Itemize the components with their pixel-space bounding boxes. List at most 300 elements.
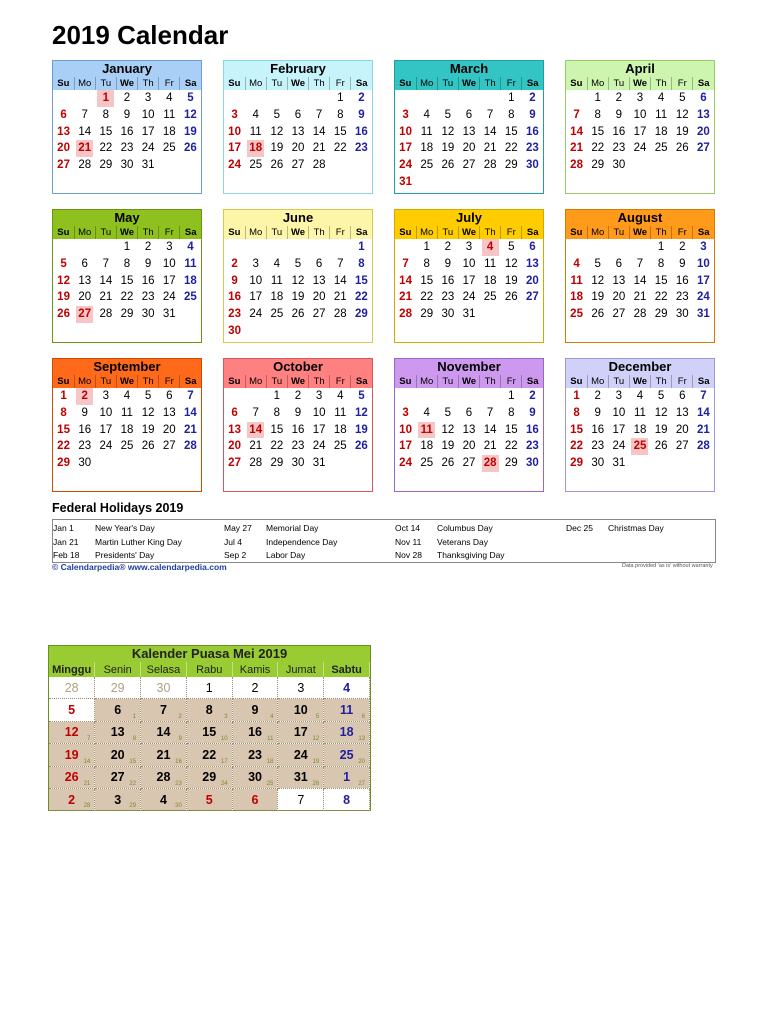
day-cell: 16 — [291, 423, 305, 436]
month-name: February — [224, 61, 372, 77]
day-cell: 16 — [228, 291, 241, 304]
day-cell: 26 — [355, 440, 368, 453]
day-cell: 17 — [249, 291, 263, 304]
day-cell: 5 — [594, 257, 601, 270]
day-cell: 20 — [57, 142, 70, 155]
day-cell: 22 — [654, 291, 668, 304]
holiday-day: 11 — [418, 422, 435, 439]
day-cell: 10 — [141, 108, 155, 121]
empty-cell — [309, 239, 330, 256]
empty-cell — [651, 174, 672, 191]
empty-cell — [693, 472, 714, 489]
empty-cell — [480, 306, 501, 323]
weekday-header: Tu — [266, 226, 287, 239]
puasa-fasting-day: 17 — [220, 758, 228, 765]
weekday-header: Tu — [95, 375, 116, 388]
empty-cell — [245, 239, 266, 256]
empty-cell — [74, 174, 95, 191]
day-cell: 27 — [162, 440, 176, 453]
day-cell — [416, 422, 437, 439]
day-cell: 4 — [423, 406, 430, 419]
day-cell: 15 — [99, 125, 113, 138]
weekday-header: Th — [651, 77, 672, 90]
day-cell: 21 — [312, 142, 326, 155]
puasa-day-number: 8 — [343, 792, 351, 807]
day-cell: 17 — [228, 142, 241, 155]
day-cell: 16 — [591, 423, 605, 436]
puasa-fasting-day: 27 — [358, 780, 365, 787]
empty-cell — [629, 455, 650, 472]
day-cell: 14 — [483, 125, 497, 138]
day-cell: 1 — [337, 92, 344, 104]
day-cell: 14 — [570, 125, 583, 138]
day-cell: 10 — [697, 257, 710, 270]
day-cell: 7 — [636, 257, 644, 270]
puasa-day-number: 6 — [251, 792, 259, 807]
day-cell: 18 — [333, 423, 347, 436]
empty-cell — [693, 157, 714, 174]
empty-cell — [693, 455, 714, 472]
day-cell: 20 — [697, 125, 710, 138]
puasa-day-cell — [278, 744, 324, 766]
day-cell: 12 — [441, 125, 455, 138]
day-cell: 5 — [144, 390, 152, 402]
puasa-fasting-day: 24 — [220, 780, 228, 787]
month-name: October — [224, 359, 372, 375]
day-cell: 17 — [312, 423, 326, 436]
day-cell: 30 — [612, 159, 626, 172]
day-cell: 27 — [462, 457, 476, 470]
day-cell: 15 — [120, 274, 134, 287]
day-cell: 8 — [657, 257, 665, 270]
holiday-date: Sep 2 — [224, 550, 247, 560]
empty-cell — [672, 157, 693, 174]
day-cell: 22 — [504, 142, 518, 155]
weekday-header: We — [287, 226, 308, 239]
day-cell: 26 — [184, 142, 197, 155]
day-cell: 14 — [483, 423, 497, 436]
day-cell: 11 — [570, 274, 583, 287]
day-cell: 4 — [657, 92, 665, 104]
puasa-day-number: 9 — [251, 703, 259, 718]
month-name: September — [53, 359, 201, 375]
day-cell: 5 — [273, 108, 281, 121]
day-cell: 18 — [570, 291, 583, 304]
puasa-day-cell — [49, 766, 95, 788]
empty-cell — [309, 323, 330, 340]
empty-cell — [159, 174, 180, 191]
day-cell: 22 — [591, 142, 605, 155]
puasa-day-cell — [95, 699, 141, 721]
day-cell: 30 — [591, 457, 605, 470]
puasa-fasting-day: 13 — [358, 736, 365, 743]
empty-cell — [116, 472, 137, 489]
day-cell: 9 — [144, 257, 152, 270]
day-cell: 8 — [60, 406, 67, 419]
day-cell: 18 — [420, 142, 434, 155]
empty-cell — [480, 323, 501, 340]
day-cell: 9 — [231, 274, 238, 287]
puasa-title: Kalender Puasa Mei 2019 — [49, 646, 370, 662]
empty-cell — [651, 472, 672, 489]
puasa-fasting-day: 6 — [361, 713, 365, 720]
month-april — [565, 60, 715, 194]
day-cell: 8 — [273, 406, 281, 419]
day-cell: 26 — [675, 142, 689, 155]
weekday-header: We — [458, 77, 479, 90]
weekday-header: Tu — [95, 226, 116, 239]
puasa-day-number: 5 — [205, 792, 213, 807]
puasa-day-cell — [95, 677, 141, 699]
puasa-day-number: 20 — [110, 747, 125, 762]
day-cell: 16 — [526, 423, 539, 436]
day-cell: 4 — [573, 257, 580, 270]
month-days-table — [224, 77, 372, 191]
day-cell: 9 — [679, 257, 686, 270]
puasa-weekday-header: Sabtu — [324, 662, 370, 677]
day-cell: 20 — [312, 291, 326, 304]
day-cell: 14 — [399, 274, 412, 287]
day-cell: 3 — [700, 241, 707, 253]
puasa-day-number: 31 — [293, 770, 308, 785]
empty-cell — [266, 239, 287, 256]
day-cell: 16 — [120, 125, 134, 138]
day-cell: 10 — [462, 257, 476, 270]
day-cell: 18 — [420, 440, 434, 453]
day-cell: 11 — [121, 406, 133, 419]
puasa-day-number: 3 — [114, 792, 122, 807]
day-cell: 8 — [102, 108, 110, 121]
empty-cell — [180, 323, 201, 340]
day-cell: 10 — [162, 257, 176, 270]
weekday-header: Th — [138, 375, 159, 388]
holiday-entry — [224, 549, 337, 563]
day-cell: 19 — [270, 142, 284, 155]
empty-cell — [416, 472, 437, 489]
month-days-table — [224, 226, 372, 340]
day-cell: 31 — [612, 457, 626, 470]
day-cell: 1 — [573, 390, 580, 402]
empty-cell — [330, 323, 351, 340]
day-cell: 19 — [355, 423, 368, 436]
day-cell: 19 — [141, 423, 155, 436]
day-cell: 2 — [358, 92, 365, 104]
day-cell: 26 — [654, 440, 668, 453]
empty-cell — [437, 323, 458, 340]
day-cell: 17 — [399, 440, 412, 453]
holiday-entry — [224, 536, 337, 550]
puasa-day-number: 2 — [251, 680, 259, 695]
day-cell: 28 — [249, 457, 263, 470]
day-cell: 31 — [162, 308, 176, 321]
empty-cell — [437, 174, 458, 191]
day-cell: 2 — [679, 241, 686, 253]
day-cell: 12 — [675, 108, 689, 121]
footer-disclaimer: Data provided 'as is' without warranty — [622, 563, 713, 569]
day-cell: 4 — [337, 390, 344, 402]
month-name: January — [53, 61, 201, 77]
weekday-header: Th — [651, 375, 672, 388]
day-cell: 19 — [184, 125, 197, 138]
puasa-day-cell — [232, 699, 278, 721]
empty-cell — [501, 472, 522, 489]
day-cell: 22 — [270, 440, 284, 453]
holiday-date: Jan 1 — [53, 523, 74, 533]
empty-cell — [629, 239, 650, 256]
puasa-day-cell — [324, 677, 370, 699]
empty-cell — [351, 323, 372, 340]
day-cell: 23 — [591, 440, 605, 453]
empty-cell — [245, 472, 266, 489]
day-cell: 25 — [483, 291, 497, 304]
empty-cell — [395, 239, 416, 256]
day-cell: 11 — [334, 406, 347, 419]
day-cell: 19 — [654, 423, 668, 436]
empty-cell — [416, 90, 437, 107]
day-cell: 28 — [333, 308, 347, 321]
weekday-header: Tu — [608, 375, 629, 388]
day-cell: 19 — [441, 440, 455, 453]
weekday-header: Mo — [587, 375, 608, 388]
month-name: December — [566, 359, 714, 375]
day-cell: 6 — [700, 92, 707, 104]
weekday-header: We — [287, 375, 308, 388]
weekday-header: Su — [566, 226, 587, 239]
day-cell: 6 — [166, 390, 173, 402]
day-cell: 19 — [504, 274, 518, 287]
weekday-header: Su — [566, 77, 587, 90]
month-name: May — [53, 210, 201, 226]
holiday-name: Veterans Day — [437, 536, 489, 547]
day-cell: 3 — [166, 241, 173, 253]
day-cell: 1 — [423, 241, 430, 253]
puasa-day-cell — [141, 721, 187, 743]
empty-cell — [180, 306, 201, 323]
day-cell: 20 — [526, 274, 539, 287]
weekday-header: We — [116, 226, 137, 239]
holiday-day: 18 — [247, 140, 264, 157]
empty-cell — [224, 472, 245, 489]
weekday-header: Th — [309, 226, 330, 239]
empty-cell — [245, 323, 266, 340]
day-cell: 31 — [141, 159, 155, 172]
day-cell: 9 — [294, 406, 302, 419]
puasa-day-cell — [324, 699, 370, 721]
month-days-table — [53, 226, 201, 340]
day-cell: 24 — [633, 142, 647, 155]
empty-cell — [53, 90, 74, 107]
puasa-day-number: 3 — [297, 680, 305, 695]
holidays-title: Federal Holidays 2019 — [52, 501, 184, 515]
footer-credit[interactable]: © Calendarpedia® www.calendarpedia.com — [52, 562, 227, 572]
day-cell: 24 — [399, 159, 412, 172]
weekday-header: We — [629, 77, 650, 90]
empty-cell — [480, 388, 501, 405]
day-cell: 9 — [594, 406, 601, 419]
puasa-day-number: 24 — [293, 747, 308, 762]
day-cell: 18 — [483, 274, 497, 287]
empty-cell — [672, 174, 693, 191]
day-cell: 5 — [679, 92, 686, 104]
holiday-name: Christmas Day — [608, 523, 664, 533]
holiday-day: 1 — [97, 90, 114, 107]
empty-cell — [138, 174, 159, 191]
day-cell: 23 — [526, 142, 539, 155]
weekday-header: Su — [395, 77, 416, 90]
weekday-header: Su — [566, 375, 587, 388]
day-cell: 25 — [333, 440, 347, 453]
day-cell: 17 — [462, 274, 476, 287]
day-cell: 18 — [120, 423, 134, 436]
day-cell: 5 — [444, 406, 452, 419]
day-cell: 6 — [294, 108, 302, 121]
month-september — [52, 358, 202, 492]
month-january — [52, 60, 202, 194]
day-cell: 12 — [441, 423, 455, 436]
day-cell: 3 — [402, 406, 409, 419]
empty-cell — [458, 388, 479, 405]
day-cell: 10 — [399, 125, 412, 138]
day-cell: 25 — [184, 291, 197, 304]
day-cell: 15 — [504, 423, 518, 436]
day-cell: 20 — [78, 291, 92, 304]
puasa-day-number: 21 — [156, 747, 171, 762]
day-cell: 3 — [231, 108, 238, 121]
puasa-day-number: 30 — [248, 770, 262, 785]
puasa-day-number: 13 — [110, 725, 125, 740]
month-december — [565, 358, 715, 492]
day-cell: 16 — [78, 423, 92, 436]
empty-cell — [266, 323, 287, 340]
puasa-day-cell — [95, 721, 141, 743]
weekday-header: Su — [53, 226, 74, 239]
day-cell: 1 — [594, 92, 601, 104]
empty-cell — [287, 472, 308, 489]
day-cell: 19 — [291, 291, 305, 304]
empty-cell — [266, 472, 287, 489]
puasa-fasting-day: 9 — [178, 736, 182, 743]
puasa-day-number: 30 — [156, 680, 171, 695]
day-cell: 13 — [697, 108, 710, 121]
weekday-header: Su — [224, 375, 245, 388]
puasa-day-number: 23 — [248, 747, 262, 762]
weekday-header: Th — [138, 77, 159, 90]
puasa-fasting-day: 11 — [267, 736, 274, 743]
puasa-day-cell — [324, 744, 370, 766]
day-cell: 6 — [615, 257, 623, 270]
day-cell: 8 — [508, 406, 515, 419]
empty-cell — [309, 90, 330, 107]
puasa-day-number: 11 — [339, 703, 354, 718]
weekday-header: Sa — [180, 226, 201, 239]
day-cell: 17 — [162, 274, 176, 287]
puasa-fasting-day: 19 — [312, 758, 320, 765]
day-cell: 18 — [270, 291, 284, 304]
day-cell: 12 — [291, 274, 305, 287]
day-cell: 6 — [529, 241, 536, 253]
empty-cell — [159, 157, 180, 174]
day-cell: 25 — [654, 142, 668, 155]
puasa-week-row — [49, 699, 370, 721]
day-cell: 4 — [636, 390, 644, 402]
puasa-fasting-day: 25 — [266, 780, 274, 787]
empty-cell — [159, 472, 180, 489]
empty-cell — [501, 174, 522, 191]
day-cell: 29 — [504, 159, 518, 172]
puasa-fasting-day: 10 — [220, 736, 228, 743]
day-cell: 5 — [657, 390, 665, 402]
month-name: November — [395, 359, 543, 375]
empty-cell — [395, 90, 416, 107]
month-days-table — [395, 77, 543, 191]
day-cell: 22 — [420, 291, 434, 304]
empty-cell — [416, 323, 437, 340]
day-cell: 24 — [162, 291, 176, 304]
day-cell: 14 — [333, 274, 347, 287]
weekday-header: Tu — [608, 226, 629, 239]
month-name: August — [566, 210, 714, 226]
holiday-date: Nov 11 — [395, 536, 422, 547]
puasa-fasting-day: 22 — [129, 780, 137, 787]
weekday-header: Fr — [159, 77, 180, 90]
day-cell: 25 — [420, 457, 434, 470]
empty-cell — [138, 455, 159, 472]
holiday-name: Martin Luther King Day — [95, 536, 182, 547]
day-cell: 16 — [441, 274, 455, 287]
month-days-table — [566, 77, 714, 191]
day-cell: 25 — [420, 159, 434, 172]
empty-cell — [437, 90, 458, 107]
empty-cell — [224, 239, 245, 256]
day-cell: 30 — [141, 308, 155, 321]
empty-cell — [629, 157, 650, 174]
day-cell: 21 — [333, 291, 347, 304]
puasa-day-number: 4 — [159, 792, 167, 807]
month-name: April — [566, 61, 714, 77]
empty-cell — [651, 323, 672, 340]
day-cell: 15 — [420, 274, 434, 287]
empty-cell — [95, 239, 116, 256]
day-cell: 14 — [633, 274, 647, 287]
day-cell: 12 — [504, 257, 518, 270]
empty-cell — [330, 157, 351, 174]
puasa-week-row — [49, 677, 370, 699]
day-cell: 29 — [355, 308, 368, 321]
day-cell: 1 — [273, 390, 281, 402]
holiday-day: 21 — [76, 140, 93, 157]
puasa-day-number: 29 — [202, 770, 217, 785]
empty-cell — [458, 323, 479, 340]
empty-cell — [587, 323, 608, 340]
puasa-day-number: 27 — [110, 770, 125, 785]
puasa-day-cell — [49, 677, 95, 699]
day-cell: 11 — [634, 406, 646, 419]
day-cell: 27 — [228, 457, 241, 470]
empty-cell — [566, 472, 587, 489]
empty-cell — [566, 323, 587, 340]
weekday-header: Fr — [672, 226, 693, 239]
puasa-day-cell — [49, 721, 95, 743]
day-cell: 28 — [633, 308, 647, 321]
holiday-entry — [224, 522, 337, 536]
puasa-day-cell — [186, 788, 232, 810]
day-cell: 16 — [141, 274, 155, 287]
empty-cell — [651, 455, 672, 472]
day-cell: 12 — [654, 406, 668, 419]
holiday-name: Columbus Day — [437, 523, 493, 533]
day-cell: 26 — [270, 159, 284, 172]
day-cell: 6 — [60, 108, 67, 121]
